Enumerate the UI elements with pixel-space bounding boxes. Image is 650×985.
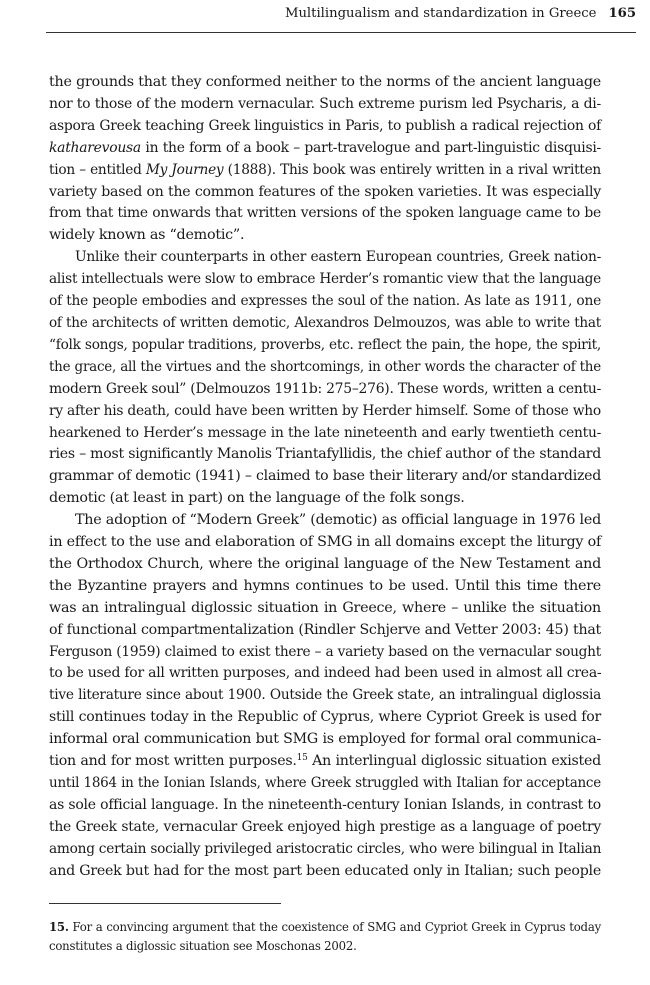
- running-header: [46, 6, 636, 33]
- text-run: “folk songs, popular traditions, proverbs, etc. reflect the pain, the hope, the spirit,: [49, 336, 601, 353]
- text-line: [49, 138, 601, 160]
- footnote-number: 15.: [49, 920, 69, 934]
- text-line: [49, 751, 601, 773]
- text-line: [49, 598, 601, 620]
- text-run: nor to those of the modern vernacular. Such extreme purism led Psycharis, a di-: [49, 95, 601, 112]
- paragraph: [49, 72, 601, 247]
- text-run: tive literature since about 1900. Outside the Greek state, an intralingual diglossia: [49, 687, 601, 704]
- text-line: [49, 203, 601, 225]
- text-run: and Greek but had for the most part been educated only in Italian; such people: [49, 862, 601, 879]
- footnote: [49, 918, 601, 956]
- footnote-text: constitutes a diglossic situation see Moschonas 2002.: [49, 939, 357, 953]
- text-run: grammar of demotic (1941) – claimed to base their literary and/or standardized: [49, 468, 601, 485]
- text-run: aspora Greek teaching Greek linguistics in Paris, to publish a radical rejection of: [49, 117, 601, 134]
- text-run: of the architects of written demotic, Alexandros Delmouzos, was able to write that: [49, 314, 601, 331]
- text-line: [49, 685, 601, 707]
- text-line: [49, 72, 601, 94]
- text-run: (1888). This book was entirely written in a rival written: [223, 161, 601, 178]
- text-line: [49, 116, 601, 138]
- text-line: [49, 335, 601, 357]
- italic-text: katharevousa: [49, 139, 141, 156]
- text-line: [49, 225, 601, 247]
- footnote-line: [49, 918, 601, 937]
- text-line: [49, 554, 601, 576]
- text-run: hearkened to Herder’s message in the late nineteenth and early twentieth centu-: [49, 424, 601, 441]
- text-line: [49, 817, 601, 839]
- text-run: ry after his death, could have been written by Herder himself. Some of those who: [49, 402, 601, 419]
- footnote-line: [49, 937, 601, 956]
- text-run: variety based on the common features of the spoken varieties. It was especially: [49, 183, 601, 200]
- text-line: [49, 269, 601, 291]
- italic-text: My Journey: [145, 161, 224, 178]
- text-run: ries – most significantly Manolis Triantafyllidis, the chief author of the standard: [49, 446, 601, 463]
- text-run: the Greek state, vernacular Greek enjoyed high prestige as a language of poetry: [49, 818, 601, 835]
- text-line: [49, 642, 601, 664]
- running-title: Multilingualism and standardization in Greece: [284, 6, 597, 21]
- page-number: 165: [608, 6, 636, 21]
- text-run: from that time onwards that written versions of the spoken language came to be: [49, 205, 601, 222]
- text-run: the grounds that they conformed neither to the norms of the ancient language: [49, 74, 601, 90]
- text-run: modern Greek soul” (Delmouzos 1911b: 275–276). These words, written a centu-: [49, 380, 602, 397]
- text-run: The adoption of “Modern Greek” (demotic) as official language in 1976 led: [75, 512, 601, 529]
- paragraph: [49, 247, 601, 510]
- text-run: Ferguson (1959) claimed to exist there – a variety based on the vernacular sought: [49, 643, 601, 660]
- text-line: [49, 839, 601, 861]
- footnote-text: For a convincing argument that the coexistence of SMG and Cypriot Greek in Cyprus today: [72, 920, 602, 934]
- text-run: the Orthodox Church, where the original language of the New Testament and: [49, 555, 601, 572]
- text-line: [49, 576, 601, 598]
- text-run: alist intellectuals were slow to embrace Herder’s romantic view that the language: [49, 271, 602, 288]
- text-run: in the form of a book – part-travelogue and part-linguistic disquisi-: [140, 139, 601, 156]
- footnote-rule: [49, 903, 281, 904]
- text-line: [49, 488, 601, 510]
- text-line: [49, 729, 601, 751]
- text-line: [49, 510, 601, 532]
- text-run: tion – entitled: [49, 161, 146, 178]
- text-run: of the people embodies and expresses the soul of the nation. As late as 1911, one: [49, 293, 601, 310]
- text-run: An interlingual diglossic situation existed: [307, 753, 601, 770]
- text-run: still continues today in the Republic of Cyprus, where Cypriot Greek is used for: [49, 709, 601, 726]
- footnote-ref: 15: [296, 753, 308, 764]
- text-run: the grace, all the virtues and the shortcomings, in other words the character of the: [49, 358, 601, 375]
- text-line: [49, 532, 601, 554]
- paragraph: [49, 510, 601, 882]
- text-run: the Byzantine prayers and hymns continues to be used. Until this time there: [49, 577, 601, 594]
- text-run: as sole official language. In the nineteenth-century Ionian Islands, in contrast to: [49, 796, 601, 813]
- main-text: [49, 72, 601, 883]
- text-line: [49, 182, 601, 204]
- text-line: [49, 466, 601, 488]
- text-run: until 1864 in the Ionian Islands, where Greek struggled with Italian for acceptance: [49, 775, 601, 791]
- text-run: widely known as “demotic”.: [49, 227, 245, 244]
- text-run: to be used for all written purposes, and indeed had been used in almost all crea-: [49, 665, 602, 682]
- text-line: [49, 861, 601, 883]
- text-line: [49, 94, 601, 116]
- text-line: [49, 663, 601, 685]
- text-line: [49, 379, 601, 401]
- text-run: tion and for most written purposes.: [49, 753, 297, 770]
- text-line: [49, 401, 601, 423]
- text-run: of functional compartmentalization (Rindler Schjerve and Vetter 2003: 45) that: [49, 621, 601, 638]
- text-line: [49, 423, 601, 445]
- text-line: [49, 773, 601, 795]
- text-line: [49, 444, 601, 466]
- text-line: [49, 291, 601, 313]
- text-line: [49, 707, 601, 729]
- text-line: [49, 620, 601, 642]
- text-run: demotic (at least in part) on the language of the folk songs.: [49, 490, 465, 507]
- text-run: informal oral communication but SMG is employed for formal oral communica-: [49, 731, 601, 748]
- text-line: [49, 247, 601, 269]
- text-line: [49, 313, 601, 335]
- text-run: among certain socially privileged aristocratic circles, who were bilingual in Italian: [49, 840, 602, 857]
- text-line: [49, 795, 601, 817]
- text-run: in effect to the use and elaboration of SMG in all domains except the liturgy of: [49, 534, 601, 551]
- text-line: [49, 160, 601, 182]
- text-line: [49, 357, 601, 379]
- text-run: was an intralingual diglossic situation in Greece, where – unlike the situation: [49, 599, 601, 616]
- text-run: Unlike their counterparts in other eastern European countries, Greek nation-: [75, 249, 601, 266]
